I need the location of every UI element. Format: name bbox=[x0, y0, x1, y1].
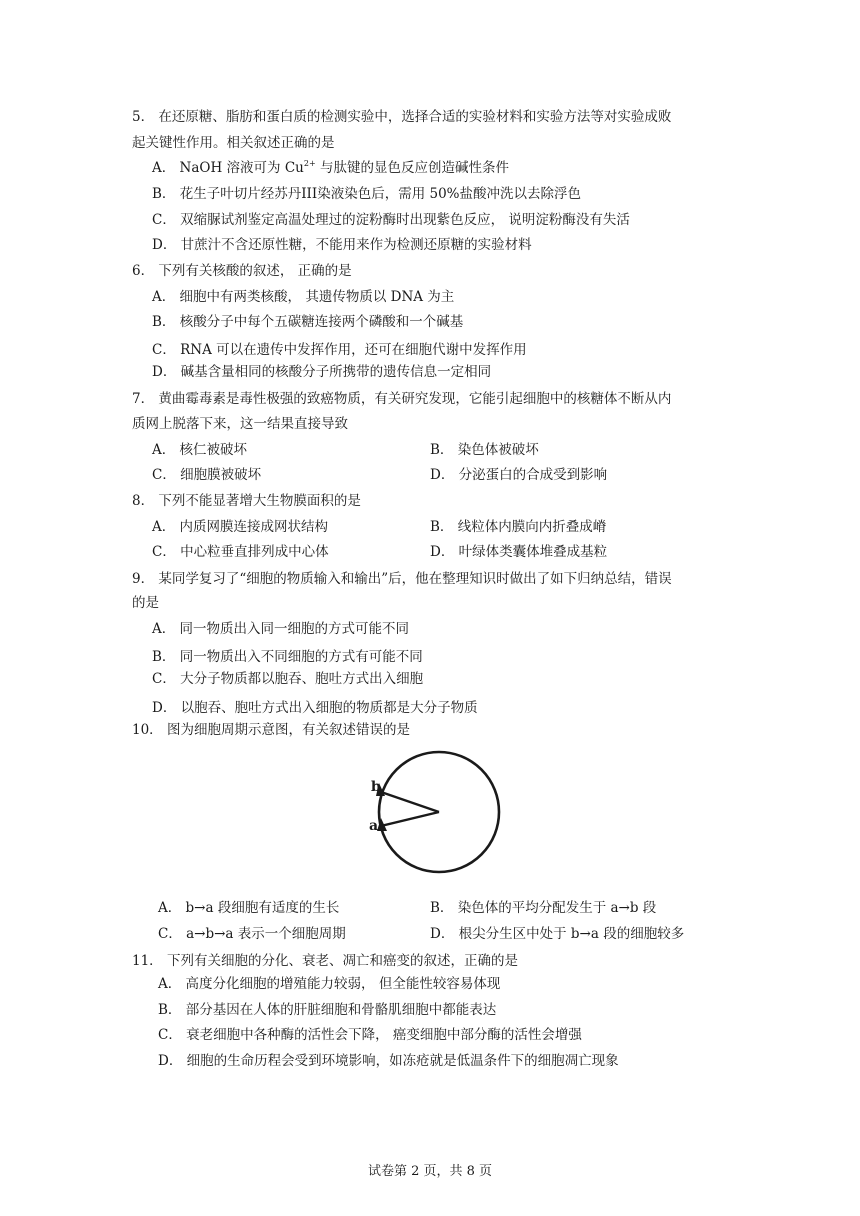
q5-option-d: D． 甘蔗汁不含还原性糖，不能用来作为检测还原糖的实验材料 bbox=[152, 237, 532, 253]
q7-option-d: D． 分泌蛋白的合成受到影响 bbox=[430, 467, 608, 483]
page-footer: 试卷第 2 页，共 8 页 bbox=[367, 1164, 493, 1179]
q8-option-c: C． 中心粒垂直排列成中心体 bbox=[152, 544, 329, 560]
q6-option-a: A． 细胞中有两类核酸， 其遗传物质以 DNA 为主 bbox=[152, 289, 455, 305]
cell-cycle-diagram bbox=[360, 746, 510, 878]
q5-option-b: B． 花生子叶切片经苏丹III染液染色后，需用 50%盐酸冲洗以去除浮色 bbox=[152, 186, 582, 202]
q9-option-a: A． 同一物质出入同一细胞的方式可能不同 bbox=[152, 621, 410, 637]
q5-option-a-pre: A． NaOH 溶液可为 Cu bbox=[152, 160, 304, 176]
q6-stem: 6． 下列有关核酸的叙述， 正确的是 bbox=[132, 263, 352, 279]
q5-stem-line2: 起关键性作用。相关叙述正确的是 bbox=[132, 135, 335, 151]
q5-option-c: C． 双缩脲试剂鉴定高温处理过的淀粉酶时出现紫色反应， 说明淀粉酶没有失活 bbox=[152, 212, 630, 228]
q7-option-a: A． 核仁被破坏 bbox=[152, 442, 248, 458]
q7-stem-line2: 质网上脱落下来，这一结果直接导致 bbox=[132, 416, 348, 432]
q7-stem-line1: 7． 黄曲霉毒素是毒性极强的致癌物质，有关研究发现，它能引起细胞中的核糖体不断从内 bbox=[132, 391, 672, 407]
q5-stem-line1: 5． 在还原糖、脂肪和蛋白质的检测实验中，选择合适的实验材料和实验方法等对实验成败 bbox=[132, 109, 672, 125]
label-a: a bbox=[369, 818, 379, 834]
q10-option-d: D． 根尖分生区中处于 b→a 段的细胞较多 bbox=[430, 926, 685, 942]
q11-option-c: C． 衰老细胞中各种酶的活性会下降， 癌变细胞中部分酶的活性会增强 bbox=[158, 1027, 582, 1043]
q10-option-a: A． b→a 段细胞有适度的生长 bbox=[158, 900, 340, 916]
q8-option-b: B． 线粒体内膜向内折叠成嵴 bbox=[430, 519, 607, 535]
q5-option-a-post: 与肽键的显色反应创造碱性条件 bbox=[315, 160, 509, 176]
label-b: b bbox=[371, 779, 381, 795]
q5-option-a-sup: 2+ bbox=[303, 159, 316, 168]
q6-option-b: B． 核酸分子中每个五碳糖连接两个磷酸和一个碱基 bbox=[152, 314, 464, 330]
q11-option-d: D． 细胞的生命历程会受到环境影响，如冻疮就是低温条件下的细胞凋亡现象 bbox=[158, 1053, 619, 1069]
q10-option-c: C． a→b→a 表示一个细胞周期 bbox=[158, 926, 346, 942]
q7-option-c: C． 细胞膜被破坏 bbox=[152, 467, 262, 483]
q11-option-b: B． 部分基因在人体的肝脏细胞和骨骼肌细胞中都能表达 bbox=[158, 1002, 497, 1018]
q9-option-b: B． 同一物质出入不同细胞的方式有可能不同 bbox=[152, 649, 423, 665]
q10-stem: 10． 图为细胞周期示意图，有关叙述错误的是 bbox=[132, 722, 410, 738]
q6-option-d: D． 碱基含量相同的核酸分子所携带的遗传信息一定相同 bbox=[152, 364, 492, 380]
q8-option-d: D． 叶绿体类囊体堆叠成基粒 bbox=[430, 544, 608, 560]
q11-stem: 11． 下列有关细胞的分化、衰老、凋亡和癌变的叙述，正确的是 bbox=[132, 953, 518, 969]
q9-option-c: C． 大分子物质都以胞吞、胞吐方式出入细胞 bbox=[152, 671, 424, 687]
q8-stem: 8． 下列不能显著增大生物膜面积的是 bbox=[132, 493, 361, 509]
q5-option-a bbox=[152, 159, 509, 177]
q9-stem-line2: 的是 bbox=[132, 595, 159, 611]
q9-stem-line1: 9． 某同学复习了“细胞的物质输入和输出”后，他在整理知识时做出了如下归纳总结，错误 bbox=[132, 571, 672, 587]
q11-option-a: A． 高度分化细胞的增殖能力较弱， 但全能性较容易体现 bbox=[158, 976, 501, 992]
q7-option-b: B． 染色体被破坏 bbox=[430, 442, 539, 458]
radius-b-line bbox=[381, 792, 439, 812]
q8-option-a: A． 内质网膜连接成网状结构 bbox=[152, 519, 329, 535]
radius-a-line bbox=[381, 812, 439, 826]
q6-option-c: C． RNA 可以在遗传中发挥作用，还可在细胞代谢中发挥作用 bbox=[152, 342, 527, 358]
q9-option-d: D． 以胞吞、胞吐方式出入细胞的物质都是大分子物质 bbox=[152, 700, 478, 716]
q10-option-b: B． 染色体的平均分配发生于 a→b 段 bbox=[430, 900, 657, 916]
